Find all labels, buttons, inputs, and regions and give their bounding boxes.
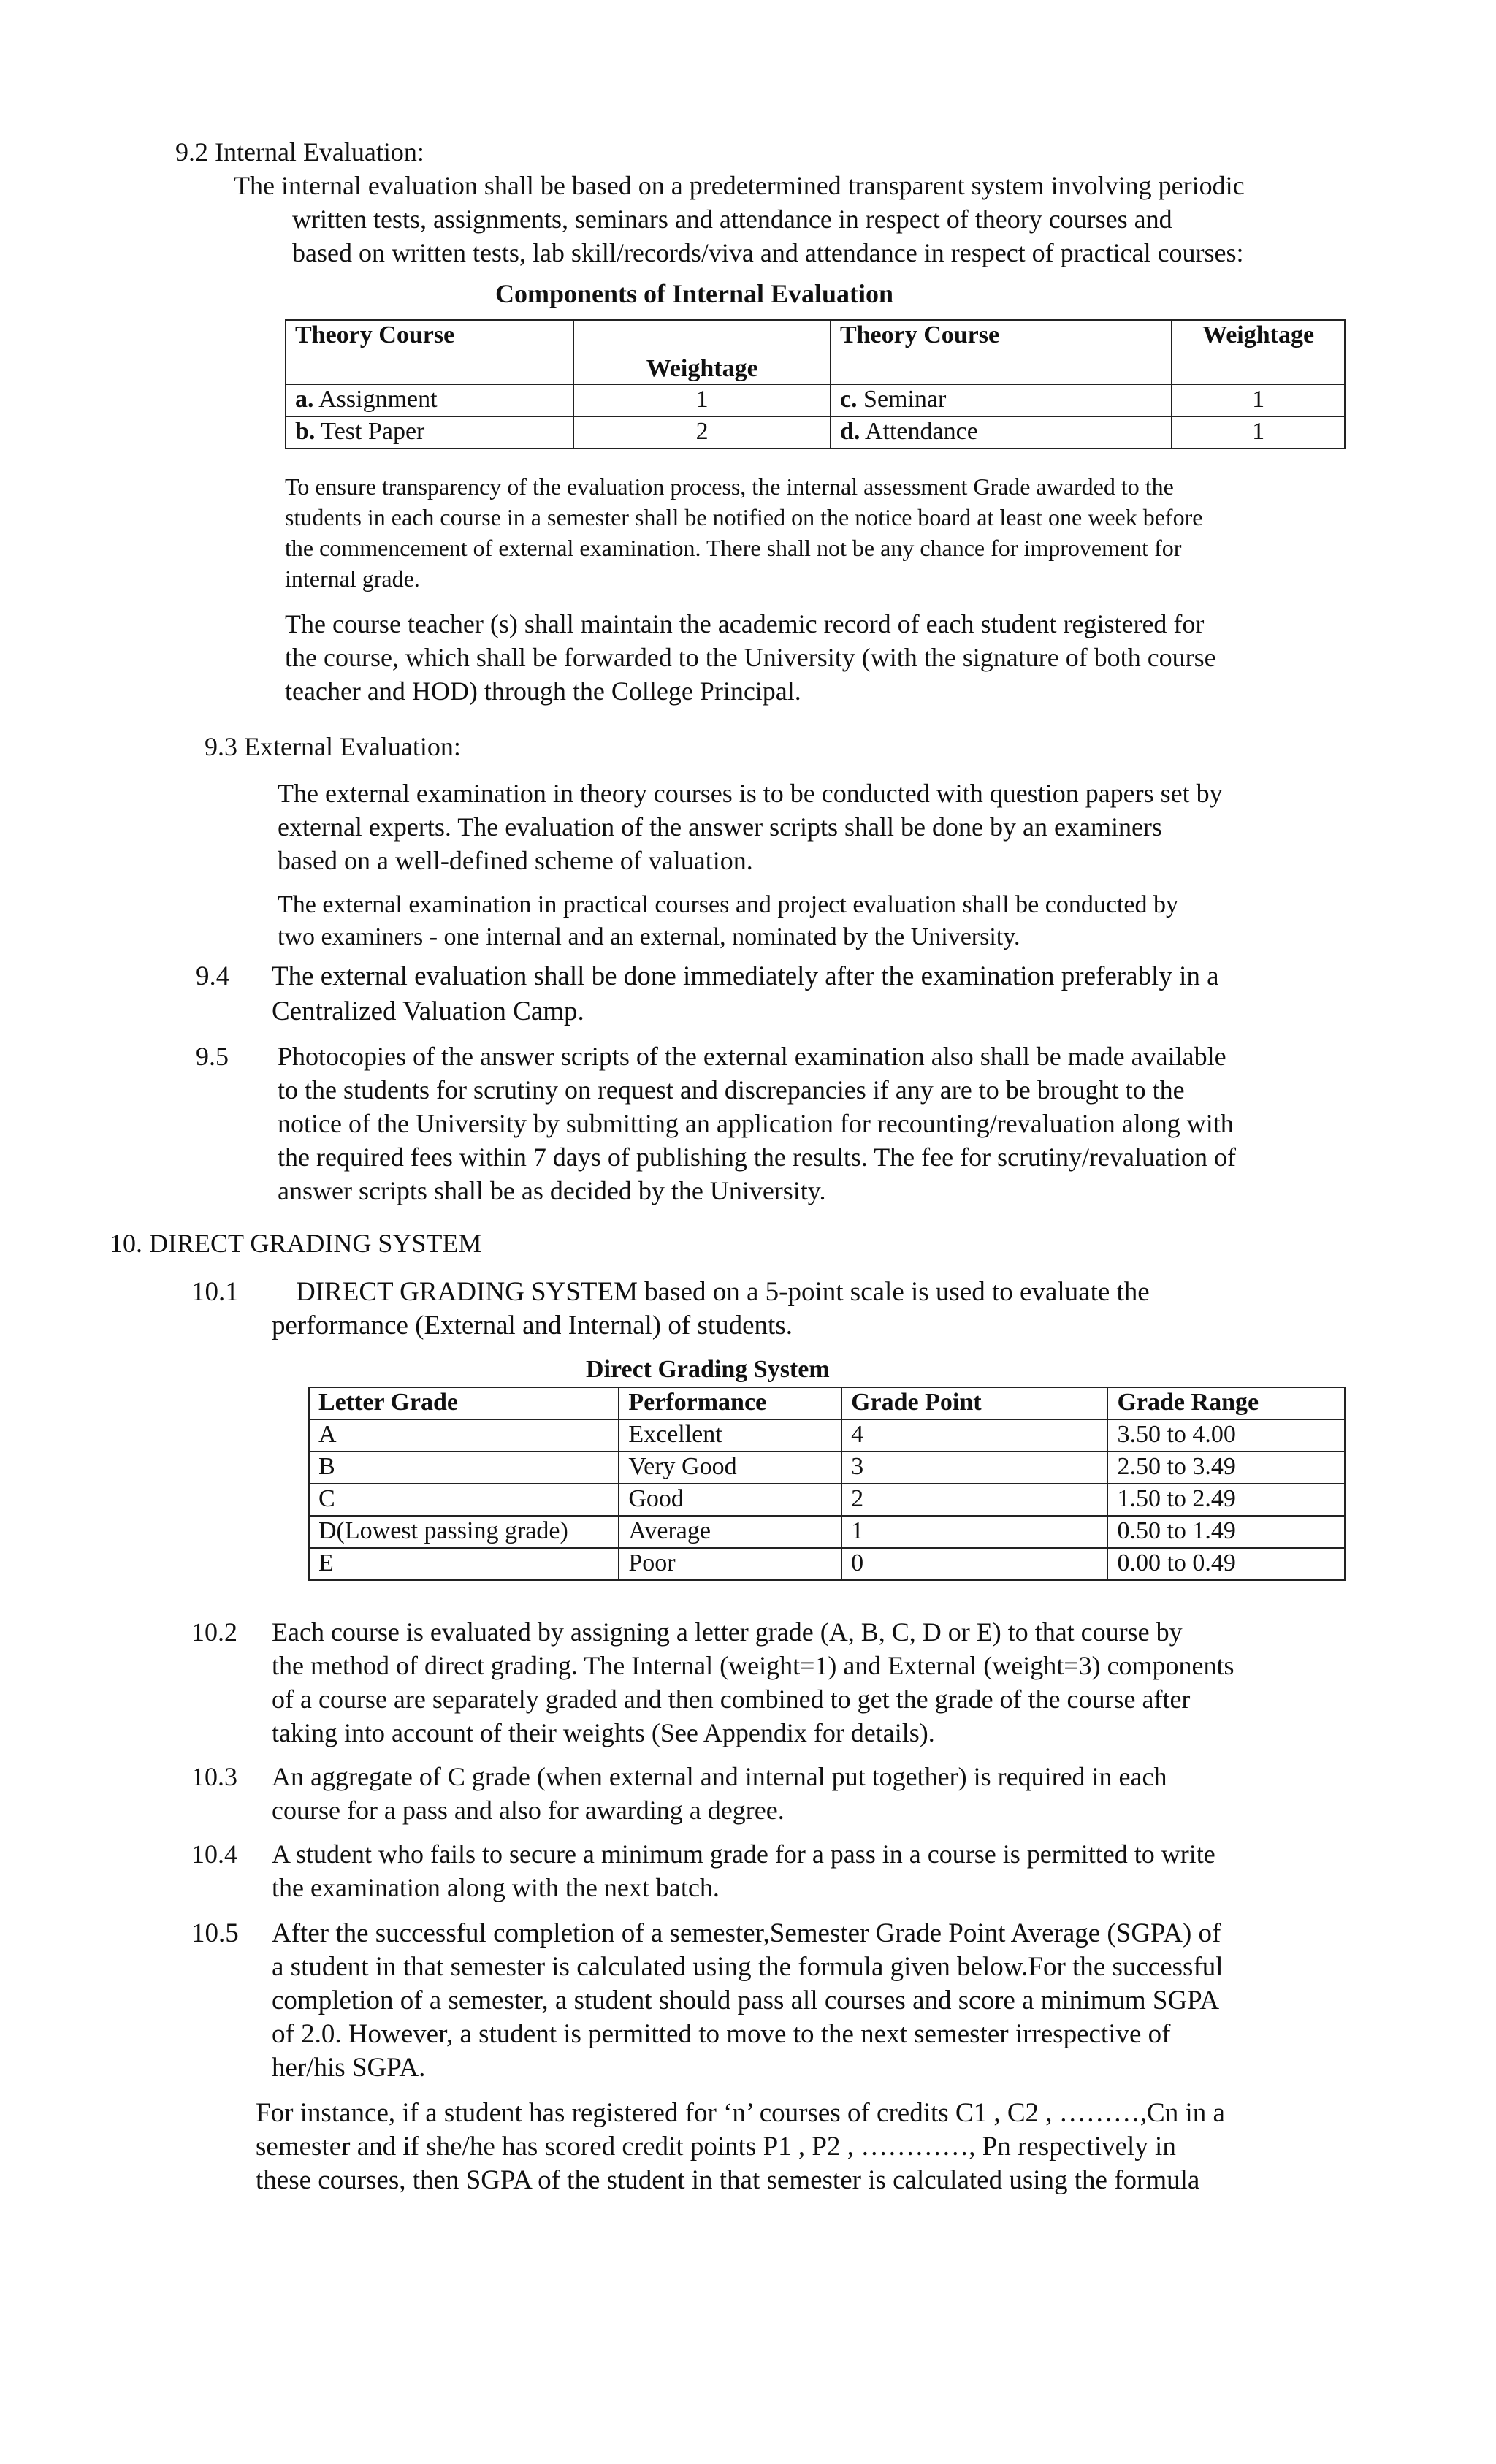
internal-evaluation-table-title: Components of Internal Evaluation: [495, 279, 894, 308]
header-theory-course-2: Theory Course: [831, 320, 1172, 384]
cell-letter-grade: E: [309, 1548, 619, 1580]
header-weightage: Weightage: [573, 320, 831, 384]
section-9-3-heading: 9.3 External Evaluation:: [205, 732, 461, 761]
paragraph-line: a student in that semester is calculated using the formula given below.For the successful: [272, 1952, 1224, 1982]
table-row: [309, 1516, 1345, 1548]
cell-letter-grade: D(Lowest passing grade): [309, 1516, 619, 1548]
cell-weightage: 1: [1172, 416, 1345, 449]
paragraph-line: After the successful completion of a semester,Semester Grade Point Average (SGPA) of: [272, 1918, 1221, 1948]
cell-grade-range: 2.50 to 3.49: [1107, 1452, 1345, 1484]
header-grade-range: Grade Range: [1107, 1387, 1345, 1419]
paragraph-line: of 2.0. However, a student is permitted to move to the next semester irrespective of: [272, 2019, 1171, 2049]
paragraph-line: two examiners - one internal and an external, nominated by the University.: [278, 923, 1020, 950]
cell-performance: Poor: [619, 1548, 842, 1580]
paragraph-line: the required fees within 7 days of publishing the results. The fee for scrutiny/revaluation of: [278, 1143, 1236, 1172]
cell-course: d. Attendance: [831, 416, 1172, 449]
section-10-4-number: 10.4: [191, 1839, 237, 1869]
paragraph-line: internal grade.: [285, 565, 420, 592]
header-weightage-2: Weightage: [1172, 320, 1345, 384]
table-header-row: [309, 1387, 1345, 1419]
section-9-5-number: 9.5: [196, 1042, 229, 1071]
paragraph-line: these courses, then SGPA of the student in that semester is calculated using the formula: [256, 2165, 1200, 2195]
cell-weightage: 2: [573, 416, 831, 449]
paragraph-line: her/his SGPA.: [272, 2053, 426, 2083]
cell-grade-range: 0.50 to 1.49: [1107, 1516, 1345, 1548]
section-10-3-number: 10.3: [191, 1762, 237, 1791]
paragraph-line: the course, which shall be forwarded to the University (with the signature of both course: [285, 643, 1216, 672]
paragraph-line: external experts. The evaluation of the answer scripts shall be done by an examiners: [278, 812, 1162, 842]
paragraph-line: the method of direct grading. The Internal (weight=1) and External (weight=3) components: [272, 1651, 1234, 1680]
paragraph-line: written tests, assignments, seminars and attendance in respect of theory courses and: [292, 205, 1172, 234]
paragraph-line: the commencement of external examination. There shall not be any chance for improvement for: [285, 535, 1182, 561]
table-row: [309, 1548, 1345, 1580]
paragraph-line: The external examination in theory courses is to be conducted with question papers set by: [278, 779, 1223, 808]
paragraph-line: to the students for scrutiny on request and discrepancies if any are to be brought to the: [278, 1075, 1185, 1105]
header-letter-grade: Letter Grade: [309, 1387, 619, 1419]
paragraph-line: Each course is evaluated by assigning a letter grade (A, B, C, D or E) to that course by: [272, 1617, 1183, 1647]
paragraph-line: Photocopies of the answer scripts of the external examination also shall be made available: [278, 1042, 1226, 1071]
table-row: [286, 416, 1345, 449]
cell-letter-grade: A: [309, 1419, 619, 1452]
paragraph-line: An aggregate of C grade (when external and internal put together) is required in each: [272, 1762, 1167, 1791]
table-row: [309, 1484, 1345, 1516]
cell-performance: Average: [619, 1516, 842, 1548]
table-row: [309, 1452, 1345, 1484]
paragraph-line: A student who fails to secure a minimum grade for a pass in a course is permitted to write: [272, 1839, 1216, 1869]
cell-weightage: 1: [573, 384, 831, 416]
paragraph-line: The external examination in practical courses and project evaluation shall be conducted by: [278, 891, 1178, 918]
paragraph-line: notice of the University by submitting an application for recounting/revaluation along with: [278, 1109, 1234, 1138]
table-row: [309, 1419, 1345, 1452]
cell-course: c. Seminar: [831, 384, 1172, 416]
table-header-row: [286, 320, 1345, 384]
cell-grade-point: 3: [842, 1452, 1107, 1484]
section-10-5-number: 10.5: [191, 1918, 239, 1948]
cell-letter-grade: C: [309, 1484, 619, 1516]
cell-grade-point: 2: [842, 1484, 1107, 1516]
section-10-heading: 10. DIRECT GRADING SYSTEM: [110, 1229, 482, 1258]
direct-grading-table: [308, 1387, 1346, 1581]
paragraph-line: The course teacher (s) shall maintain the academic record of each student registered for: [285, 609, 1205, 638]
cell-weightage: 1: [1172, 384, 1345, 416]
paragraph-line: based on a well-defined scheme of valuation.: [278, 846, 753, 875]
paragraph-line: semester and if she/he has scored credit points P1 , P2 , …………, Pn respectively in: [256, 2132, 1176, 2162]
paragraph-line: students in each course in a semester shall be notified on the notice board at least one week before: [285, 504, 1203, 530]
cell-performance: Excellent: [619, 1419, 842, 1452]
paragraph-line: completion of a semester, a student should pass all courses and score a minimum SGPA: [272, 1986, 1220, 2015]
paragraph-line: teacher and HOD) through the College Principal.: [285, 676, 801, 706]
cell-grade-range: 1.50 to 2.49: [1107, 1484, 1345, 1516]
header-theory-course: Theory Course: [286, 320, 573, 384]
paragraph-line: The internal evaluation shall be based on a predetermined transparent system involving periodic: [234, 171, 1245, 200]
header-grade-point: Grade Point: [842, 1387, 1107, 1419]
direct-grading-table-title: Direct Grading System: [586, 1356, 830, 1383]
internal-evaluation-table: [285, 319, 1346, 449]
cell-course: b. Test Paper: [286, 416, 573, 449]
cell-performance: Good: [619, 1484, 842, 1516]
paragraph-line: of a course are separately graded and then combined to get the grade of the course after: [272, 1685, 1191, 1714]
cell-grade-point: 4: [842, 1419, 1107, 1452]
cell-grade-point: 0: [842, 1548, 1107, 1580]
paragraph-line: the examination along with the next batch.: [272, 1873, 720, 1902]
cell-performance: Very Good: [619, 1452, 842, 1484]
paragraph-line: performance (External and Internal) of students.: [272, 1311, 793, 1340]
table-row: [286, 384, 1345, 416]
paragraph-line: based on written tests, lab skill/records/viva and attendance in respect of practical courses:: [292, 238, 1244, 267]
section-10-2-number: 10.2: [191, 1617, 237, 1647]
cell-letter-grade: B: [309, 1452, 619, 1484]
cell-course: a. Assignment: [286, 384, 573, 416]
paragraph-line: To ensure transparency of the evaluation process, the internal assessment Grade awarded to the: [285, 473, 1174, 500]
paragraph-line: taking into account of their weights (See Appendix for details).: [272, 1718, 935, 1747]
cell-grade-range: 3.50 to 4.00: [1107, 1419, 1345, 1452]
section-9-2-heading: 9.2 Internal Evaluation:: [175, 137, 424, 167]
header-performance: Performance: [619, 1387, 842, 1419]
cell-grade-point: 1: [842, 1516, 1107, 1548]
paragraph-line: answer scripts shall be as decided by the University.: [278, 1176, 826, 1205]
paragraph-line: Centralized Valuation Camp.: [272, 996, 584, 1026]
paragraph-line: For instance, if a student has registered for ‘n’ courses of credits C1 , C2 , ………,Cn in a: [256, 2098, 1225, 2128]
paragraph-line: DIRECT GRADING SYSTEM based on a 5-point scale is used to evaluate the: [296, 1277, 1150, 1307]
section-10-1-number: 10.1: [191, 1277, 239, 1307]
paragraph-line: course for a pass and also for awarding a degree.: [272, 1796, 785, 1825]
section-9-4-number: 9.4: [196, 961, 230, 991]
paragraph-line: The external evaluation shall be done immediately after the examination preferably in a: [272, 961, 1219, 991]
cell-grade-range: 0.00 to 0.49: [1107, 1548, 1345, 1580]
